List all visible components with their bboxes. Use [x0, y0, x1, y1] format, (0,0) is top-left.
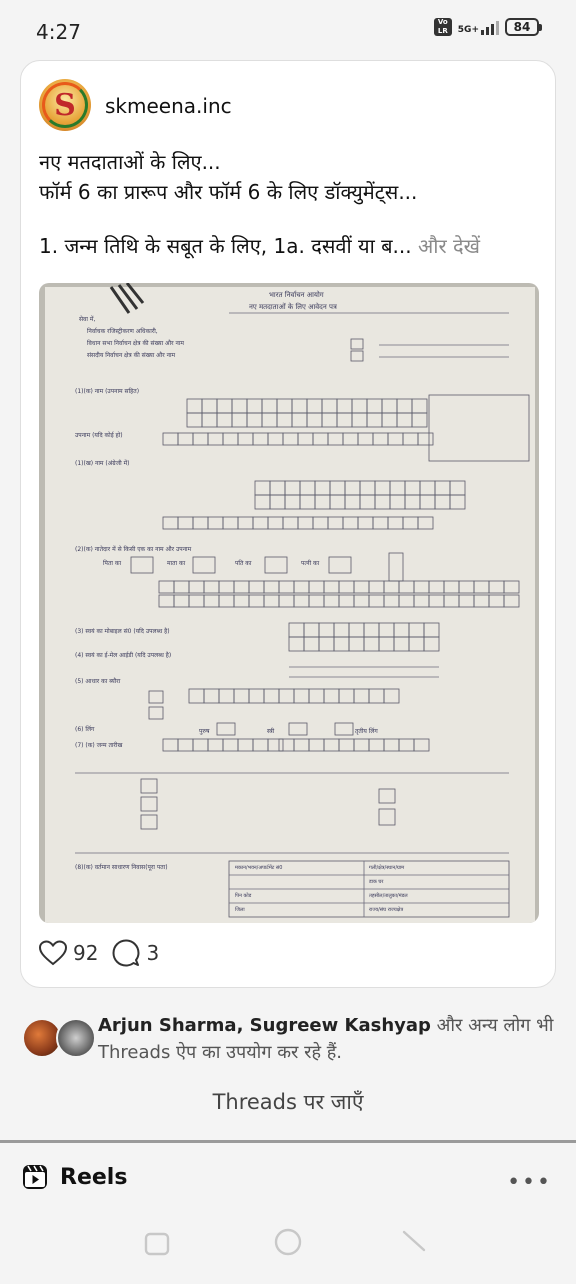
- form-cell: [354, 581, 369, 593]
- form-text: पिता का: [103, 560, 122, 567]
- form-cell: [504, 595, 519, 607]
- form-cell: [384, 595, 399, 607]
- open-threads-link[interactable]: Threads पर जाएँ: [212, 1090, 364, 1114]
- form-cell: [403, 433, 418, 445]
- form-cell: [174, 595, 189, 607]
- form-cell: [414, 595, 429, 607]
- form-cell: [345, 495, 360, 509]
- form-cell: [313, 517, 328, 529]
- form-cell: [253, 739, 268, 751]
- form-cell: [343, 517, 358, 529]
- form-cell: [367, 399, 382, 413]
- form-cell: [249, 595, 264, 607]
- form-cell: [459, 595, 474, 607]
- form-cell: [369, 595, 384, 607]
- form-text: (1)(ख) नाम (अंग्रेजी में): [75, 460, 130, 467]
- form-checkbox: [351, 339, 363, 349]
- reels-label: Reels: [60, 1164, 128, 1190]
- form-checkbox: [131, 557, 153, 573]
- form-cell: [249, 689, 264, 703]
- form-cell: [324, 595, 339, 607]
- form-cell: [313, 433, 328, 445]
- form-cell: [399, 739, 414, 751]
- form-cell: [339, 689, 354, 703]
- form-cell: [373, 517, 388, 529]
- form-cell: [234, 689, 249, 703]
- form-cell: [382, 413, 397, 427]
- form-box: [149, 691, 163, 703]
- form-cell: [270, 481, 285, 495]
- form-cell: [208, 517, 223, 529]
- more-icon[interactable]: •••: [507, 1170, 552, 1195]
- form-text: (7) (क) जन्म तारीख: [75, 742, 123, 749]
- form-cell: [354, 595, 369, 607]
- form-cell: [255, 495, 270, 509]
- form-cell: [238, 739, 253, 751]
- post-actions: [39, 939, 173, 967]
- form-drawing: [39, 283, 539, 923]
- form-cell: [388, 517, 403, 529]
- network-indicator: [458, 19, 499, 35]
- form-cell: [474, 581, 489, 593]
- form-cell: [459, 581, 474, 593]
- form-cell: [424, 637, 439, 651]
- form-text: उपनाम (यदि कोई हो): [75, 432, 123, 439]
- form-cell: [202, 399, 217, 413]
- form-cell: [264, 689, 279, 703]
- volte-icon: Vo LR: [434, 18, 452, 36]
- form-cell: [285, 495, 300, 509]
- form-cell: [298, 433, 313, 445]
- form-cell: [405, 481, 420, 495]
- form-cell: [474, 595, 489, 607]
- form-cell: [369, 581, 384, 593]
- form-cell: [217, 413, 232, 427]
- form-cell: [324, 689, 339, 703]
- form-cell: [339, 595, 354, 607]
- section-divider: [0, 1140, 576, 1143]
- form-cell: [399, 581, 414, 593]
- form-cell: [264, 581, 279, 593]
- post-image[interactable]: [39, 283, 539, 923]
- form-cell: [360, 495, 375, 509]
- form-cell: [390, 481, 405, 495]
- form-cell: [204, 581, 219, 593]
- form-cell: [315, 481, 330, 495]
- form-cell: [178, 517, 193, 529]
- back-icon[interactable]: [404, 1232, 424, 1250]
- form-cell: [412, 413, 427, 427]
- form-cell: [397, 399, 412, 413]
- form-cell: [373, 433, 388, 445]
- post-username[interactable]: skmeena.inc: [105, 94, 232, 118]
- post-text: [39, 147, 549, 261]
- recents-icon[interactable]: [146, 1234, 168, 1254]
- form-cell: [268, 433, 283, 445]
- form-cell: [189, 595, 204, 607]
- form-cell: [253, 433, 268, 445]
- form-cell: [315, 495, 330, 509]
- form-cell: [322, 399, 337, 413]
- form-cell: [337, 399, 352, 413]
- form-cell: [309, 739, 324, 751]
- form-cell: [405, 495, 420, 509]
- form-cell: [204, 595, 219, 607]
- reply-count: 3: [146, 941, 160, 965]
- reels-icon: [22, 1164, 48, 1190]
- form-cell: [418, 517, 433, 529]
- form-text: स्त्री: [267, 728, 275, 735]
- form-cell: [178, 739, 193, 751]
- form-cell: [253, 517, 268, 529]
- form-cell: [412, 399, 427, 413]
- form-cell: [219, 689, 234, 703]
- form-cell: [409, 637, 424, 651]
- form-box: [379, 789, 395, 803]
- form-cell: [334, 637, 349, 651]
- form-cell: [345, 481, 360, 495]
- form-cell: [360, 481, 375, 495]
- form-cell: [189, 581, 204, 593]
- form-cell: [349, 623, 364, 637]
- form-cell: [309, 595, 324, 607]
- photo-box: [429, 395, 529, 461]
- form-cell: [339, 581, 354, 593]
- form-cell: [289, 623, 304, 637]
- form-cell: [358, 433, 373, 445]
- like-button[interactable]: [39, 940, 98, 966]
- form-cell: [159, 581, 174, 593]
- form-cell: [394, 623, 409, 637]
- form-cell: [324, 739, 339, 751]
- form-cell: [232, 413, 247, 427]
- form-cell: [232, 399, 247, 413]
- form-cell: [504, 581, 519, 593]
- form-cell: [358, 517, 373, 529]
- friend-avatar: [56, 1018, 96, 1058]
- form-text: पत्नी का: [301, 560, 320, 567]
- form-cell: [187, 399, 202, 413]
- form-cell: [219, 595, 234, 607]
- form-cell: [208, 739, 223, 751]
- form-cell: [294, 739, 309, 751]
- form-text: निर्वाचक रजिस्ट्रीकरण अधिकारी,: [87, 328, 158, 335]
- form-cell: [375, 495, 390, 509]
- form-text: तहसील/तालुका/मंडल: [369, 893, 408, 899]
- form-cell: [309, 581, 324, 593]
- avatar[interactable]: [39, 79, 91, 131]
- signal-icon: [481, 19, 499, 35]
- form-cell: [193, 517, 208, 529]
- form-cell: [247, 413, 262, 427]
- form-cell: [247, 399, 262, 413]
- form-cell: [382, 399, 397, 413]
- form-cell: [163, 517, 178, 529]
- form-text: पिन कोड: [235, 893, 252, 899]
- form-cell: [178, 433, 193, 445]
- form-cell: [270, 495, 285, 509]
- form-logo-icon: [111, 283, 143, 313]
- form-cell: [367, 413, 382, 427]
- form-cell: [300, 495, 315, 509]
- form-cell: [249, 581, 264, 593]
- form-cell: [399, 595, 414, 607]
- form-cell: [279, 739, 294, 751]
- form-cell: [324, 581, 339, 593]
- post-line: नए मतदाताओं के लिए...: [39, 150, 221, 174]
- status-time: 4:27: [36, 20, 81, 44]
- form-cell: [364, 637, 379, 651]
- form-text: मकान/भवन/अपार्टमेंट सं0: [235, 865, 283, 871]
- form-cell: [489, 581, 504, 593]
- form-cell: [319, 637, 334, 651]
- form-cell: [388, 433, 403, 445]
- form-cell: [435, 481, 450, 495]
- form-cell: [262, 399, 277, 413]
- friends-text: [98, 1012, 558, 1066]
- form-cell: [234, 581, 249, 593]
- form-cell: [264, 595, 279, 607]
- home-icon[interactable]: [276, 1230, 300, 1254]
- avatar-letter-icon: S: [54, 87, 76, 123]
- form-cell: [414, 739, 429, 751]
- form-text: संसदीय निर्वाचन क्षेत्र की संख्या और नाम: [87, 352, 176, 359]
- network-label: 5G+: [457, 25, 479, 35]
- friends-names: Arjun Sharma, Sugreew Kashyap: [98, 1015, 431, 1036]
- form-cell: [354, 689, 369, 703]
- form-text: (6) लिंग: [75, 726, 95, 733]
- form-cell: [292, 413, 307, 427]
- form-cell: [279, 689, 294, 703]
- form-cell: [420, 481, 435, 495]
- form-cell: [283, 517, 298, 529]
- form-cell: [294, 581, 309, 593]
- form-cell: [234, 595, 249, 607]
- form-cell: [289, 637, 304, 651]
- form-cell: [174, 581, 189, 593]
- form-cell: [369, 739, 384, 751]
- form-cell: [283, 433, 298, 445]
- form-cell: [219, 581, 234, 593]
- reply-icon: [112, 939, 140, 967]
- see-more-link[interactable]: और देखें: [417, 234, 480, 258]
- form-cell: [304, 623, 319, 637]
- form-cell: [238, 433, 253, 445]
- form-cell: [189, 689, 204, 703]
- form-text: (1)(क) नाम (उपनाम सहित): [75, 388, 140, 395]
- form-cell: [397, 413, 412, 427]
- form-cell: [163, 433, 178, 445]
- form-cell: [292, 399, 307, 413]
- friends-suffix: और अन्य लोग भी Threads ऐप का उपयोग कर रहे हैं.: [98, 1015, 554, 1063]
- form-box: [289, 723, 307, 735]
- form-cell: [322, 413, 337, 427]
- battery-level: 84: [505, 18, 539, 36]
- form-cell: [187, 413, 202, 427]
- form-cell: [328, 433, 343, 445]
- form-cell: [279, 595, 294, 607]
- form-cell: [384, 581, 399, 593]
- form-cell: [343, 433, 358, 445]
- form-cell: [450, 481, 465, 495]
- form-text: सेवा में,: [79, 316, 96, 323]
- form-text: विधान सभा निर्वाचन क्षेत्र की संख्या और नाम: [87, 340, 184, 347]
- form-checkbox: [389, 553, 403, 581]
- form-cell: [414, 581, 429, 593]
- battery-icon: [505, 18, 542, 36]
- form-cell: [424, 623, 439, 637]
- form-cell: [390, 495, 405, 509]
- form-box: [141, 779, 157, 793]
- form-cell: [307, 413, 322, 427]
- form-cell: [307, 399, 322, 413]
- form-text: पति का: [235, 560, 252, 567]
- form-box: [141, 815, 157, 829]
- form-cell: [339, 739, 354, 751]
- form-cell: [163, 739, 178, 751]
- form-text: माता का: [167, 560, 186, 567]
- form-cell: [277, 399, 292, 413]
- form-cell: [294, 595, 309, 607]
- form-text: गली/क्षेत्र/स्थान/ग्राम: [369, 865, 405, 871]
- form-cell: [268, 517, 283, 529]
- form-cell: [309, 689, 324, 703]
- form-cell: [328, 517, 343, 529]
- form-cell: [349, 637, 364, 651]
- form-cell: [300, 481, 315, 495]
- form-text: (4) स्वयं का ई-मेल आईडी (यदि उपलब्ध है): [75, 652, 172, 659]
- form-cell: [403, 517, 418, 529]
- form-cell: [435, 495, 450, 509]
- form-cell: [384, 739, 399, 751]
- form-text: नए मतदाताओं के लिए आवेदन पत्र: [249, 303, 337, 311]
- form-cell: [352, 413, 367, 427]
- form-cell: [444, 581, 459, 593]
- status-bar: [0, 0, 576, 62]
- form-text: तृतीय लिंग: [355, 728, 378, 735]
- form-cell: [319, 623, 334, 637]
- form-cell: [217, 399, 232, 413]
- post-line-last: 1. जन्म तिथि के सबूत के लिए, 1a. दसवीं या ब... और देखें: [39, 234, 480, 258]
- form-cell: [202, 413, 217, 427]
- form-text: (2)(क) नातेदार में से किसी एक का नाम और उपनाम: [75, 546, 192, 553]
- form-cell: [369, 689, 384, 703]
- form-checkbox: [351, 351, 363, 361]
- form-cell: [384, 689, 399, 703]
- form-text: राज्य/संघ राज्यक्षेत्र: [369, 907, 404, 913]
- form-text: (3) स्वयं का मोबाइल सं0 (यदि उपलब्ध है): [75, 628, 170, 635]
- form-text: भारत निर्वाचन आयोग: [269, 291, 324, 299]
- form-cell: [208, 433, 223, 445]
- post-card[interactable]: [20, 60, 556, 988]
- form-cell: [429, 581, 444, 593]
- form-cell: [330, 495, 345, 509]
- form-cell: [223, 433, 238, 445]
- form-cell: [223, 517, 238, 529]
- form-cell: [193, 739, 208, 751]
- form-checkbox: [193, 557, 215, 573]
- form-cell: [379, 637, 394, 651]
- form-text: जिला: [235, 907, 245, 913]
- form-cell: [444, 595, 459, 607]
- like-count: 92: [73, 941, 99, 965]
- form-cell: [379, 623, 394, 637]
- post-line: फॉर्म 6 का प्रारूप और फॉर्म 6 के लिए डॉक्युमेंट्स...: [39, 180, 418, 204]
- form-cell: [330, 481, 345, 495]
- form-cell: [409, 623, 424, 637]
- form-cell: [279, 581, 294, 593]
- form-cell: [298, 517, 313, 529]
- system-nav-bar: [0, 1220, 576, 1280]
- form-cell: [489, 595, 504, 607]
- form-text: डाक घर: [369, 879, 384, 885]
- form-cell: [223, 739, 238, 751]
- heart-icon: [39, 940, 67, 966]
- form-box: [335, 723, 353, 735]
- form-cell: [420, 495, 435, 509]
- form-cell: [394, 637, 409, 651]
- form-cell: [375, 481, 390, 495]
- form-cell: [304, 637, 319, 651]
- form-cell: [262, 413, 277, 427]
- form-cell: [159, 595, 174, 607]
- form-cell: [364, 623, 379, 637]
- form-cell: [418, 433, 433, 445]
- form-text: (8)(क) वर्तमान साधारण निवास(पूरा पता): [75, 864, 168, 871]
- form-cell: [268, 739, 283, 751]
- form-cell: [277, 413, 292, 427]
- reply-button[interactable]: [112, 939, 159, 967]
- form-cell: [352, 399, 367, 413]
- form-cell: [238, 517, 253, 529]
- form-cell: [294, 689, 309, 703]
- reels-header[interactable]: [22, 1164, 127, 1190]
- form-checkbox: [265, 557, 287, 573]
- form-cell: [193, 433, 208, 445]
- form-box: [217, 723, 235, 735]
- form-cell: [285, 481, 300, 495]
- form-cell: [429, 595, 444, 607]
- form-cell: [204, 689, 219, 703]
- form-cell: [354, 739, 369, 751]
- form-box: [141, 797, 157, 811]
- form-text: पुरुष: [199, 728, 210, 735]
- form-cell: [450, 495, 465, 509]
- form-text: (5) आधार का ब्यौरा: [75, 678, 121, 685]
- form-box: [379, 809, 395, 825]
- status-icons: [434, 18, 542, 36]
- form-checkbox: [329, 557, 351, 573]
- form-cell: [334, 623, 349, 637]
- form-box: [149, 707, 163, 719]
- form-cell: [337, 413, 352, 427]
- form-cell: [255, 481, 270, 495]
